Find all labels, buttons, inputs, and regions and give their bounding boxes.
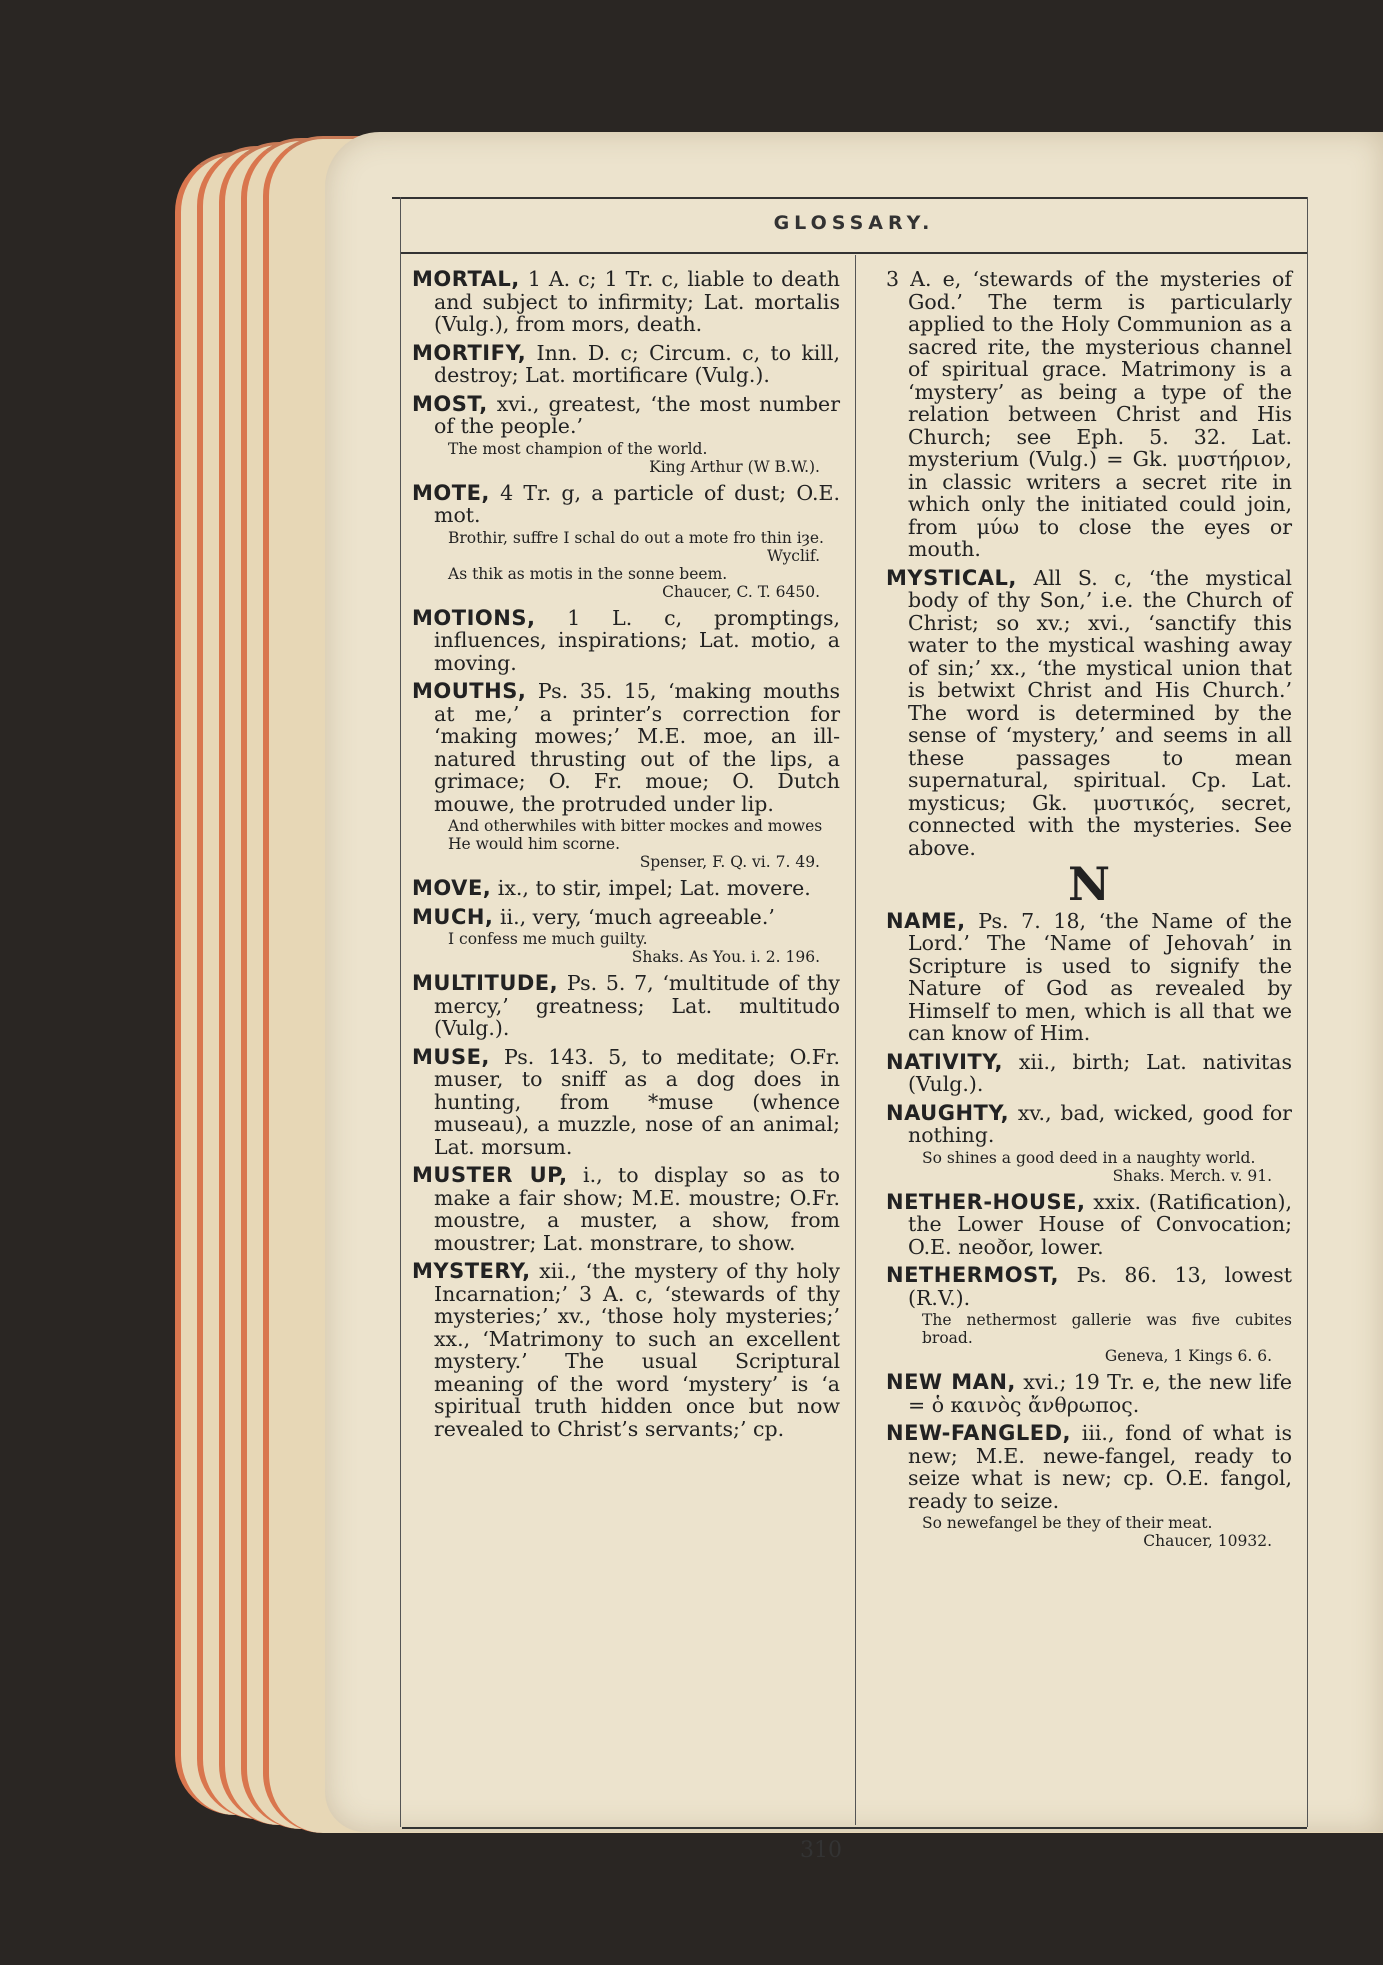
quotation-line: The most champion of the world.	[448, 439, 708, 458]
quotation	[448, 930, 840, 966]
definition: xii., birth; Lat. nativitas (Vulg.).	[908, 1049, 1292, 1096]
citation: Chaucer, 10932.	[1143, 1532, 1272, 1550]
glossary-entry	[886, 268, 1292, 561]
definition: Inn. D. c; Circum. c, to kill, destroy; Lat. mortificare (Vulg.).	[434, 340, 840, 387]
definition: 3 A. e, ‘stewards of the mysteries of God.’ The term is particularly applied to the Holy Communion as a sacred rite, the mysterious channel of spiritual grace. Matrimony is a ‘mystery’ as being a type of the relation between Christ and His Church; see Eph. 5. 32. Lat. mysterium (Vulg.) = Gk. μυστήριον, in classic writers a secret rite in which only the initiated could join, from μύω to close the eyes or mouth.	[886, 267, 1292, 561]
entry-body	[886, 1102, 1292, 1147]
quotation-line: As thik as motis in the sonne beem.	[448, 564, 728, 583]
headword: MOTE,	[412, 480, 490, 505]
glossary-entry	[886, 1422, 1292, 1550]
page-header: GLOSSARY.	[773, 212, 935, 234]
definition: iii., fond of what is new; M.E. newe-fangel, ready to seize what is new; cp. O.E. fangol, ready to seize.	[908, 1421, 1292, 1513]
quotation-line: So newefangel be they of their meat.	[922, 1514, 1213, 1532]
headword: MUCH,	[412, 904, 494, 929]
entry-body	[886, 1371, 1292, 1416]
headword: NETHER-HOUSE,	[886, 1189, 1086, 1214]
entry-body	[412, 342, 840, 387]
entry-body	[886, 1264, 1292, 1309]
definition: All S. c, ‘the mystical body of thy Son,’ i.e. the Church of Christ; so xv.; xvi., ‘sanctify this water to the mystical washing away of sin;’ xx., ‘the mystical union that is betwixt Christ and His Church.’ The word is determined by the sense of ‘mystery,’ and seems in all these passages to mean supernatural, spiritual. Cp. Lat. mysticus; Gk. μυστικός, secret, connected with the mysteries. See above.	[908, 565, 1292, 860]
glossary-entry	[412, 1046, 840, 1159]
definition: Ps. 143. 5, to meditate; O.Fr. muser, to sniff as a dog does in hunting, from *muse (whence museau), a muzzle, nose of an animal; Lat. morsum.	[434, 1044, 840, 1159]
glossary-entry	[412, 607, 840, 675]
left-column	[412, 268, 840, 1446]
quotation-line: So shines a good deed in a naughty world.	[922, 1148, 1256, 1167]
right-column	[886, 268, 1292, 1556]
glossary-entry	[412, 906, 840, 967]
column-divider	[855, 255, 856, 1825]
glossary-entry	[886, 1371, 1292, 1416]
glossary-entry	[412, 482, 840, 601]
entry-body	[412, 906, 840, 929]
left-border	[400, 197, 401, 1827]
section-letter: N	[1067, 857, 1111, 911]
definition: xvi.; 19 Tr. e, the new life = ὁ καινὸς ἄνθρωπος.	[908, 1370, 1292, 1417]
headword: MOTIONS,	[412, 605, 536, 630]
entry-body	[412, 268, 840, 336]
entry-body	[886, 567, 1292, 860]
definition: Ps. 35. 15, ‘making mouths at me,’ a printer’s correction for ‘making mowes;’ M.E. moe, an ill-natured thrusting out of the lips, a grimace; O. Fr. moue; O. Dutch mouwe, the protruded under lip.	[434, 679, 840, 816]
definition: ix., to stir, impel; Lat. movere.	[497, 876, 811, 900]
headword: NATIVITY,	[886, 1049, 1003, 1074]
entry-body	[412, 680, 840, 815]
quotation-line: I confess me much guilty.	[448, 930, 648, 948]
definition: 4 Tr. g, a particle of dust; O.E. mot.	[434, 480, 840, 527]
entry-body	[412, 1164, 840, 1254]
quotation-line: The nethermost gallerie was five cubites broad.	[922, 1311, 1292, 1347]
definition: xxix. (Ratification), the Lower House of Convocation; O.E. neoðor, lower.	[908, 1189, 1292, 1259]
glossary-entry	[412, 268, 840, 336]
glossary-entry	[412, 877, 840, 900]
headword: MYSTICAL,	[886, 565, 1017, 590]
entry-body	[412, 393, 840, 438]
entry-body	[412, 607, 840, 675]
definition: Ps. 7. 18, ‘the Name of the Lord.’ The ‘Name of Jehovah’ in Scripture is used to signify the Nature of God as revealed by Himself to men, which is all that we can know of Him.	[908, 908, 1292, 1045]
headword: MUSE,	[412, 1044, 490, 1069]
definition: i., to display so as to make a fair show; M.E. moustre; O.Fr. moustre, a muster, a show, from moustrer; Lat. monstrare, to show.	[434, 1163, 840, 1255]
glossary-entry	[886, 1264, 1292, 1365]
entry-body	[412, 1046, 840, 1159]
citation: Shaks. Merch. v. 91.	[1112, 1166, 1272, 1185]
quotation	[922, 1514, 1292, 1550]
entry-body	[412, 482, 840, 527]
citation: Wyclif.	[766, 546, 820, 565]
headword: MORTAL,	[412, 267, 520, 291]
definition: 1 L. c, promptings, influences, inspirations; Lat. motio, a moving.	[434, 605, 840, 675]
top-rule	[392, 197, 1307, 199]
glossary-entry	[412, 393, 840, 476]
citation: Shaks. As You. i. 2. 196.	[631, 948, 820, 966]
quotation-line: He would him scorne.	[448, 835, 621, 853]
entry-body	[886, 1191, 1292, 1259]
glossary-entry	[412, 1260, 840, 1440]
glossary-entry	[886, 567, 1292, 860]
quotation	[922, 1149, 1292, 1185]
glossary-entry	[886, 1051, 1292, 1096]
definition: Ps. 5. 7, ‘multitude of thy mercy,’ greatness; Lat. multitudo (Vulg.).	[434, 971, 840, 1040]
citation: Geneva, 1 Kings 6. 6.	[1104, 1347, 1272, 1365]
bottom-rule	[402, 1827, 1307, 1829]
right-border	[1307, 197, 1308, 1827]
entry-body	[412, 1260, 840, 1440]
glossary-entry	[886, 1102, 1292, 1185]
entry-body	[886, 1051, 1292, 1096]
quotation-line: Brothir, suffre I schal do out a mote fro thin iȝe.	[448, 528, 824, 547]
headword: MUSTER UP,	[412, 1163, 568, 1187]
entry-body	[886, 910, 1292, 1045]
entry-body	[412, 877, 840, 900]
definition: 1 A. c; 1 Tr. c, liable to death and subject to infirmity; Lat. mortalis (Vulg.), from mors, death.	[434, 267, 840, 336]
headword: MYSTERY,	[412, 1259, 531, 1283]
definition: xvi., greatest, ‘the most number of the people.’	[434, 391, 840, 438]
headword: NEW-FANGLED,	[886, 1421, 1071, 1445]
entry-body	[412, 972, 840, 1040]
headword: MORTIFY,	[412, 340, 527, 365]
glossary-entry	[412, 342, 840, 387]
header-rule	[400, 252, 1308, 254]
definition: xv., bad, wicked, good for nothing.	[908, 1100, 1292, 1147]
headword: NEW MAN,	[886, 1370, 1016, 1394]
headword: NAME,	[886, 908, 966, 933]
headword: MOUTHS,	[412, 679, 527, 703]
glossary-entry	[886, 910, 1292, 1045]
headword: NETHERMOST,	[886, 1263, 1060, 1287]
page-number: 310	[800, 1838, 842, 1863]
entry-body	[886, 1422, 1292, 1512]
headword: NAUGHTY,	[886, 1100, 1010, 1125]
quotation	[448, 817, 840, 871]
definition: ii., very, ‘much agreeable.’	[499, 904, 775, 929]
quotation	[922, 1311, 1292, 1365]
quotation-line: And otherwhiles with bitter mockes and mowes	[448, 817, 823, 835]
citation: Chaucer, C. T. 6450.	[662, 582, 820, 601]
quotation	[448, 440, 840, 476]
citation: Spenser, F. Q. vi. 7. 49.	[639, 853, 820, 871]
quotation	[448, 529, 840, 601]
definition: xii., ‘the mystery of thy holy Incarnation;’ 3 A. c, ‘stewards of thy mysteries;’ xv., ‘those holy mysteries;’ xx., ‘Matrimony to such an excellent mystery.’ The usual Scriptural meaning of the word ‘mystery’ is ‘a spiritual truth hidden once but now revealed to Christ’s servants;’ cp.	[434, 1259, 840, 1441]
headword: MULTITUDE,	[412, 971, 559, 995]
citation: King Arthur (W B.W.).	[649, 457, 820, 476]
headword: MOVE,	[412, 876, 492, 900]
definition: Ps. 86. 13, lowest (R.V.).	[908, 1263, 1292, 1310]
headword: MOST,	[412, 391, 488, 416]
glossary-entry	[886, 1191, 1292, 1259]
glossary-entry	[412, 680, 840, 871]
glossary-entry	[412, 1164, 840, 1254]
entry-body	[886, 268, 1292, 561]
glossary-entry	[412, 972, 840, 1040]
